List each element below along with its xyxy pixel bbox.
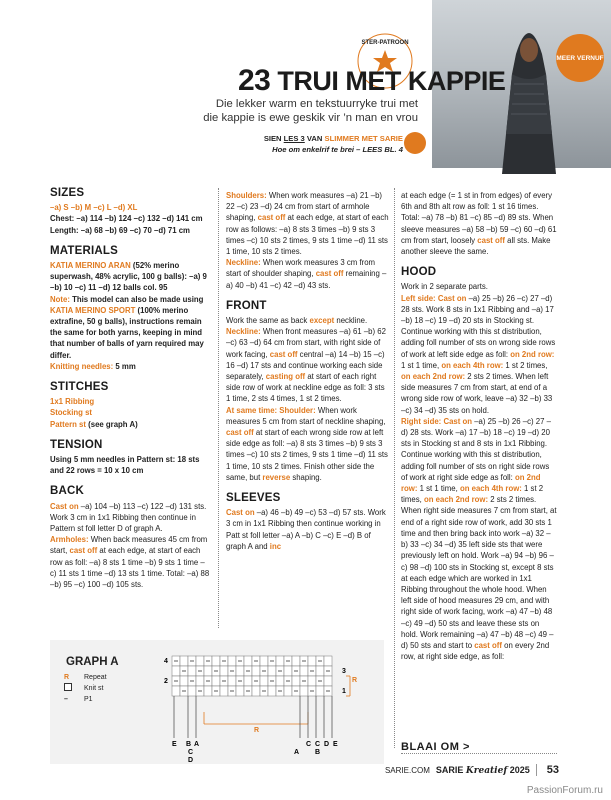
brand-sarie: SARIE: [435, 764, 464, 775]
graph-cell: [212, 656, 220, 666]
armholes-label: Armholes:: [50, 535, 89, 545]
same-time-castoff: cast off: [226, 428, 254, 438]
hood-left-r2b: on each 2nd row:: [401, 372, 466, 382]
yarn1: KATIA MERINO ARAN: [50, 261, 131, 271]
shoulders-label: Shoulders:: [226, 191, 267, 200]
yarn2-desc: (100% merino extrafine, 50 g balls), instructions remain the same for both yarns, keeping in mind that number of balls of yarn required may differ.: [50, 305, 204, 360]
hood-left-r2: on 2nd row:: [510, 349, 555, 359]
letter-c-r1: C: [306, 741, 312, 748]
graph-cell: [244, 656, 252, 666]
brand-year: 2025: [509, 764, 530, 775]
hood-left-text: –a) 25 –b) 26 –c) 27 –d) 28 sts. Work 8 sts in 1x1 Ribbing and –a) 17 –b) 18 –c) 19 –d) 20 sts in Stocking st. Continue working with this st distribution, adding foll number of sts on wrong side rows of work at left side edge as foll:: [401, 293, 556, 359]
graph-cell: [172, 686, 180, 696]
letter-e: E: [172, 741, 177, 748]
length-sizes: Length: –a) 68 –b) 69 –c) 70 –d) 71 cm: [50, 225, 190, 235]
pattern-name: TRUI MET KAPPIE: [277, 66, 506, 96]
footer-divider: [536, 764, 537, 776]
front-p1: Work the same as back: [226, 316, 310, 326]
graph-grid: [172, 656, 350, 738]
hood-right-para: [401, 416, 557, 662]
legend-repeat: [64, 672, 107, 683]
graph-cell: [212, 676, 220, 686]
graph-cell: [284, 666, 292, 676]
note-label: Note:: [50, 294, 70, 304]
letter-d-r: D: [324, 741, 330, 748]
yarn1-desc: (52% merino superwash, 48% acrylic, 100 g balls): –a) 9 –b) 10 –c) 11 –d) 12 balls col. 95: [50, 261, 207, 293]
front-intro: [226, 315, 389, 326]
series-mid: VAN: [306, 134, 323, 143]
hood-right-r2: on 2nd row:: [401, 472, 541, 494]
graph-cell: [180, 656, 188, 666]
same-time-label: At same time: Shoulder:: [226, 405, 316, 415]
letter-c-r2: C: [315, 741, 321, 748]
letter-d: D: [188, 757, 194, 764]
graph-cell: [204, 686, 212, 696]
reverse-word: reverse: [262, 472, 291, 482]
page-footer: [385, 764, 559, 776]
back-p2: When back measures 45 cm from start,: [50, 535, 208, 556]
front-neckline-text2: central –a) 14 –b) 15 –c) 16 –d) 17 sts and continue working each side separately,: [226, 349, 385, 382]
needles-text: 5 mm: [113, 361, 136, 371]
legend-knit: [64, 683, 107, 694]
back-p1: –a) 104 –b) 113 –c) 122 –d) 131 sts. Work 3 cm in 1x1 Ribbing then continue in Pattern st foll letter D of graph A.: [50, 501, 207, 534]
sleeves-text: –a) 46 –b) 49 –c) 53 –d) 57 sts. Work 3 cm in 1x1 Ribbing then continue working in Patt st foll letter –a) A –b) C –c) E –d) B of graph A and: [226, 508, 386, 551]
row-label-1: 1: [342, 688, 346, 695]
graph-cell: [228, 656, 236, 666]
back-heading: BACK: [50, 485, 85, 498]
sleeves-text3: all sts. Make another sleeve the same.: [401, 235, 551, 257]
graph-cell: [276, 676, 284, 686]
front-neckline-text: When front measures –a) 61 –b) 62 –c) 63 –d) 64 cm from start, with right side of work facing,: [226, 327, 386, 359]
front-heading: FRONT: [226, 299, 267, 312]
badge-text: MEER VERNUF: [556, 54, 604, 62]
letter-a-mid: A: [294, 749, 300, 756]
hood-left-para: [401, 293, 557, 416]
column-3: [401, 190, 557, 662]
neckline-castoff: cast off: [315, 269, 344, 279]
graph-cell: [316, 686, 324, 696]
column-1: [50, 188, 210, 590]
shoulders-castoff: cast off: [257, 213, 286, 223]
back-castoff: cast off: [69, 546, 98, 556]
graph-cell: [300, 686, 308, 696]
repeat-bottom-label: R: [254, 727, 260, 734]
hood-right-t4: 1 st 2 times,: [401, 484, 544, 505]
letter-b-r: B: [315, 749, 321, 756]
yarn-ball-icon: [404, 132, 426, 154]
graph-cell: [260, 656, 268, 666]
graph-cell: [292, 656, 300, 666]
column-divider: [394, 188, 395, 748]
graph-cell: [316, 666, 324, 676]
column-divider: [218, 188, 219, 628]
neckline-text2: remaining –a) 40 –b) 41 –c) 42 –d) 43 sts.: [226, 269, 387, 290]
graph-cell: [324, 656, 332, 666]
graph-cell: [324, 676, 332, 686]
stitch-pattern-label: Pattern st: [50, 419, 86, 429]
hood-left-t2: 1 st 1 time,: [401, 360, 442, 370]
row-label-2: 2: [164, 678, 168, 685]
neckline-para: [226, 257, 389, 291]
graph-cell: [228, 676, 236, 686]
graph-cell: [220, 666, 228, 676]
shoulders-text2: at each edge, at start of each row as follows: –a) 8 sts 3 times –b) 9 sts 3 times –c) 10 sts 2 times, 9 sts 1 time –d) 11 sts 1 time, 10 sts 2 times.: [226, 213, 389, 257]
tension-heading: TENSION: [50, 438, 103, 451]
knit-st-icon: [64, 683, 72, 691]
footer-site[interactable]: SARIE.COM: [384, 765, 430, 775]
hood-heading: HOOD: [401, 266, 437, 279]
sleeves-inc: inc: [269, 541, 282, 551]
graph-cell: [196, 656, 204, 666]
letter-a: A: [194, 741, 200, 748]
graph-cell: [268, 666, 276, 676]
extra-tip-badge: [556, 34, 604, 82]
series-line2: Hoe om enkelrif te brei – LEES BL. 4: [272, 145, 403, 154]
hood-right-castoff: cast off: [474, 640, 502, 650]
note-text: This model can also be made using: [69, 294, 204, 304]
hood-right-end: on every 2nd row, at right side edge, as foll:: [401, 640, 550, 662]
series-name: SLIMMER MET SARIE: [324, 134, 403, 143]
hood-left-label: Left side: Cast on: [401, 293, 467, 303]
graph-cell: [252, 686, 260, 696]
graph-cell: [180, 676, 188, 686]
yarn2: KATIA MERINO SPORT: [50, 305, 136, 315]
legend-knit-label: Knit st: [84, 685, 104, 692]
row-label-4: 4: [164, 658, 168, 665]
graph-cell: [236, 686, 244, 696]
back-p2b: at each edge, at start of each row as foll: –a) 8 sts 1 time –b) 9 sts 1 time –c) 11 sts 1 time –d) 13 sts 1 time. Total: –a) 88 –b) 95 –c) 100 –d) 105 sts.: [50, 546, 210, 590]
stitch-stocking: Stocking st: [50, 408, 93, 418]
graph-cell: [188, 666, 196, 676]
same-time-text: When work measures 5 cm from start of neckline shaping,: [226, 405, 386, 426]
tension-text: Using 5 mm needles in Pattern st: 18 sts and 22 rows = 10 x 10 cm: [50, 455, 200, 476]
graph-cell: [172, 666, 180, 676]
front-castoff: cast off: [269, 349, 298, 359]
sleeves-para: [226, 507, 389, 552]
shoulders-para: [226, 190, 389, 257]
column-2: [226, 190, 389, 552]
graph-cell: [300, 666, 308, 676]
front-p1-end: neckline.: [334, 316, 368, 326]
needles: [50, 361, 210, 372]
graph-title: GRAPH A: [66, 656, 119, 668]
sizes-list: –a) S –b) M –c) L –d) XL: [50, 203, 138, 213]
letter-b: B: [186, 741, 192, 748]
repeat-right-label: R: [352, 677, 358, 684]
graph-a-chart: [158, 652, 378, 764]
neckline-label: Neckline:: [226, 258, 261, 268]
letter-e-r: E: [333, 741, 338, 748]
graph-cell: [308, 656, 316, 666]
series-pre: SIEN: [263, 134, 282, 143]
graph-cell: [308, 676, 316, 686]
series-lesson-link[interactable]: LES 3: [283, 134, 305, 143]
same-time-end: shaping.: [290, 472, 322, 482]
graph-cell: [244, 676, 252, 686]
graph-cell: [220, 686, 228, 696]
hood-right-r4: on each 4th row:: [459, 484, 522, 494]
legend-repeat-label: Repeat: [84, 674, 107, 681]
pattern-number: 23: [238, 64, 271, 97]
materials-note: [50, 294, 210, 361]
stitches-heading: STITCHES: [50, 381, 109, 394]
legend-purl-symbol: –: [64, 696, 68, 703]
front-neckline-text3: at start of each right side row of work at neckline edge as foll: 3 sts 1 time, 2 sts 4 times, 1 st 2 times.: [226, 372, 385, 404]
turn-page-link[interactable]: BLAAI OM >: [401, 741, 470, 753]
graph-cell: [284, 686, 292, 696]
graph-cell: [276, 656, 284, 666]
legend-purl: [64, 694, 107, 705]
chest-sizes: Chest: –a) 114 –b) 124 –c) 132 –d) 141 cm: [50, 214, 203, 224]
hood-right-r2b: on each 2nd row:: [423, 495, 489, 505]
front-casting-off: casting off: [265, 372, 306, 382]
graph-cell: [188, 686, 196, 696]
hood-right-t5: 2 sts 2 times. When right side measures 7 cm from start, at end of a right side row of work, add 30 sts 1 time and then bring back into work –a) 32 –b) 33 –c) 34 –d) 35 left side sts that were previously left on hold. Work –a) 94 –b) 96 –c) 98 –d) 100 sts in Stocking st, except 8 sts at each edge which are worked in 1x1 Ribbing throughout the whole hood. When left side of hood measures 29 cm, and with right side of work facing, work –a) 47 –b) 48 –c) 49 –d) 50 sts and leave these sts on hold. Work remaining –a) 47 –b) 48 –c) 49 –d) 50 sts and start to: [401, 495, 557, 650]
sizes-heading: SIZES: [50, 187, 85, 199]
graph-cell: [292, 676, 300, 686]
brand-kreatief: Kreatief: [465, 765, 508, 776]
star-badge-text: STER-PATROON: [361, 40, 409, 46]
same-time-text2: at start of each wrong side row at left side edge as foll: –a) 8 sts 3 times –b) 9 sts 3 times –c) 10 sts 2 times, 9 sts 1 time –d) 11 sts 1 time, 10 sts 2 times. Finish other side the same, but: [226, 428, 388, 482]
page-number: 53: [546, 764, 559, 776]
materials-text: [50, 260, 210, 294]
sleeves-heading: SLEEVES: [226, 492, 281, 505]
graph-cell: [260, 676, 268, 686]
shoulders-text: When work measures –a) 21 –b) 22 –c) 23 –d) 24 cm from start of armhole shaping,: [226, 191, 383, 223]
letter-c: C: [188, 749, 194, 756]
front-except: except: [309, 316, 335, 326]
front-neckline-para: [226, 326, 389, 404]
pattern-subtitle: Die lekker warm en tekstuurryke trui met die kappie is ewe geskik vir ’n man en vrou: [203, 98, 418, 124]
hood-left-t5: 2 sts 2 times. When left side measures 7 cm from start, at end of a wrong side row of work, leave –a) 32 –b) 33 –c) 34 –d) 35 sts on hold.: [401, 372, 553, 415]
hood-intro: Work in 2 separate parts.: [401, 282, 488, 292]
back-cast-on-label: Cast on: [50, 501, 79, 511]
stitch-pattern-suffix: (see graph A): [85, 419, 138, 429]
hood-right-t2: 1 st 1 time,: [417, 484, 460, 494]
stitch-ribbing: 1x1 Ribbing: [50, 397, 95, 407]
pattern-title: [238, 64, 505, 98]
sleeves-text2-cont: at each edge (= 1 st in from edges) of every 6th and 8th alt row as foll: 1 st 16 times. Total: –a) 78 –b) 81 –c) 85 –d) 89 sts. When sleeve measures –a) 58 –b) 59 –c) 60 –d) 61 cm from start, loosely: [401, 191, 557, 245]
series-reference: [264, 133, 403, 155]
turn-page-divider: [401, 753, 557, 754]
graph-cell: [268, 686, 276, 696]
neckline-text: When work measures 3 cm from start of shoulder shaping,: [226, 258, 376, 279]
graph-a-box: [50, 640, 384, 764]
hood-left-t4: 1 st 2 times,: [503, 360, 548, 370]
back-armholes-para: [50, 534, 210, 590]
front-same-time-para: [226, 405, 389, 483]
sleeves-cast-on: Cast on: [226, 508, 255, 518]
graph-cell: [252, 666, 260, 676]
hood-right-text: –a) 25 –b) 26 –c) 27 –d) 28 sts. Work –a) 17 –b) 18 –c) 19 –d) 20 sts in Stocking st and 8 sts in 1x1 Ribbing. Continue working with this st distribution, adding foll number of sts on right side rows of work at right side edge as foll:: [401, 416, 551, 482]
watermark: PassionForum.ru: [526, 785, 603, 796]
stitch-pattern: [50, 419, 210, 430]
row-label-3: 3: [342, 668, 346, 675]
legend-purl-label: P1: [84, 696, 93, 703]
footer-brand: [436, 765, 530, 776]
graph-cell: [204, 666, 212, 676]
hood-left-r4: on each 4th row:: [441, 360, 504, 370]
front-neckline-label: Neckline:: [226, 327, 261, 337]
materials-heading: MATERIALS: [50, 244, 119, 257]
sleeves-castoff: cast off: [477, 235, 505, 245]
sleeves-continued: [401, 190, 557, 257]
back-castoff-para: [50, 501, 210, 535]
needles-label: Knitting needles:: [50, 361, 114, 371]
graph-legend: [64, 672, 107, 705]
hood-right-label: Right side: Cast on: [401, 416, 473, 426]
graph-cell: [236, 666, 244, 676]
graph-cell: [196, 676, 204, 686]
legend-repeat-symbol: R: [64, 674, 70, 681]
